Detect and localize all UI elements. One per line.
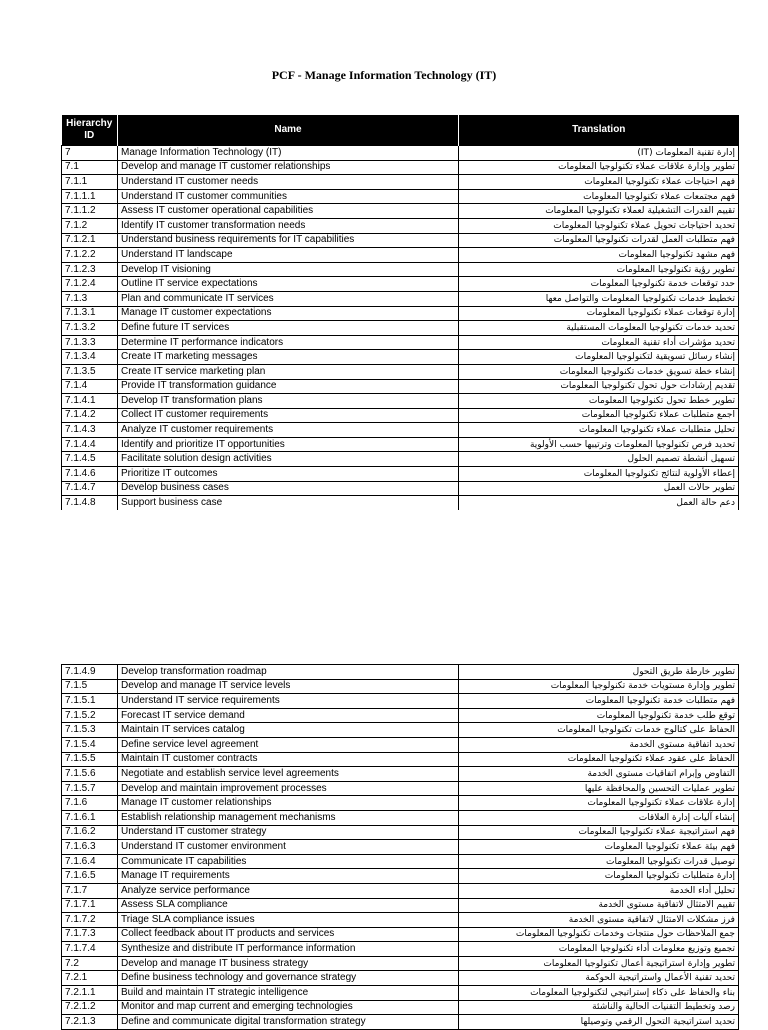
table-row [62, 379, 739, 394]
header-name: Name [118, 115, 459, 146]
table-row [62, 708, 739, 723]
cell-translation: تحديد تقنية الأعمال واستراتيجية الحوكمة [459, 971, 739, 986]
cell-name: Triage SLA compliance issues [118, 913, 459, 928]
cell-hierarchy-id: 7.1.4.1 [62, 394, 118, 409]
cell-hierarchy-id: 7.1.1.2 [62, 204, 118, 219]
table-row [62, 437, 739, 452]
table-row [62, 496, 739, 510]
cell-hierarchy-id: 7.1.5.6 [62, 767, 118, 782]
cell-name: Identify and prioritize IT opportunities [118, 437, 459, 452]
cell-name: Forecast IT service demand [118, 708, 459, 723]
cell-hierarchy-id: 7.2.1.2 [62, 1000, 118, 1015]
table-row [62, 408, 739, 423]
cell-name: Define service level agreement [118, 737, 459, 752]
cell-hierarchy-id: 7.1.6 [62, 796, 118, 811]
cell-hierarchy-id: 7.1.5.5 [62, 752, 118, 767]
cell-hierarchy-id: 7.1.7.4 [62, 942, 118, 957]
cell-hierarchy-id: 7.1.7.2 [62, 913, 118, 928]
table-row [62, 467, 739, 482]
cell-hierarchy-id: 7.2.1 [62, 971, 118, 986]
table-row [62, 796, 739, 811]
cell-translation: تطوير خارطة طريق التحول [459, 665, 739, 680]
cell-hierarchy-id: 7.1.7 [62, 883, 118, 898]
cell-translation: فهم مشهد تكنولوجيا المعلومات [459, 248, 739, 263]
cell-hierarchy-id: 7.1.2 [62, 218, 118, 233]
table-row [62, 971, 739, 986]
cell-hierarchy-id: 7.1.3.5 [62, 364, 118, 379]
cell-hierarchy-id: 7.1.4.7 [62, 481, 118, 496]
cell-translation: إدارة متطلبات تكنولوجيا المعلومات [459, 869, 739, 884]
cell-name: Monitor and map current and emerging technologies [118, 1000, 459, 1015]
cell-translation: تقييم الامتثال لاتفاقية مستوى الخدمة [459, 898, 739, 913]
cell-name: Understand IT customer strategy [118, 825, 459, 840]
cell-name: Understand IT service requirements [118, 694, 459, 709]
cell-translation: تطوير رؤية تكنولوجيا المعلومات [459, 262, 739, 277]
cell-name: Manage IT requirements [118, 869, 459, 884]
cell-translation: تسهيل أنشطة تصميم الحلول [459, 452, 739, 467]
cell-translation: إدارة توقعات عملاء تكنولوجيا المعلومات [459, 306, 739, 321]
table-row [62, 752, 739, 767]
cell-hierarchy-id: 7.2.1.3 [62, 1015, 118, 1030]
cell-translation: تطوير عمليات التحسين والمحافظة عليها [459, 781, 739, 796]
table-row [62, 189, 739, 204]
cell-hierarchy-id: 7.1.6.2 [62, 825, 118, 840]
cell-name: Develop IT transformation plans [118, 394, 459, 409]
cell-name: Understand IT customer communities [118, 189, 459, 204]
table-row [62, 218, 739, 233]
cell-name: Understand IT landscape [118, 248, 459, 263]
cell-translation: الحفاظ على كتالوج خدمات تكنولوجيا المعلومات [459, 723, 739, 738]
cell-translation: تخطيط خدمات تكنولوجيا المعلومات والتواصل معها [459, 291, 739, 306]
cell-translation: تحديد احتياجات تحويل عملاء تكنولوجيا المعلومات [459, 218, 739, 233]
cell-hierarchy-id: 7.1.5.1 [62, 694, 118, 709]
cell-name: Collect feedback about IT products and services [118, 927, 459, 942]
cell-name: Develop transformation roadmap [118, 665, 459, 680]
cell-name: Outline IT service expectations [118, 277, 459, 292]
cell-name: Understand IT customer needs [118, 175, 459, 190]
cell-name: Analyze IT customer requirements [118, 423, 459, 438]
cell-name: Synthesize and distribute IT performance information [118, 942, 459, 957]
cell-hierarchy-id: 7.1.4.6 [62, 467, 118, 482]
cell-name: Provide IT transformation guidance [118, 379, 459, 394]
cell-hierarchy-id: 7.1.3.2 [62, 321, 118, 336]
cell-hierarchy-id: 7.1.4.8 [62, 496, 118, 510]
cell-translation: فهم متطلبات العمل لقدرات تكنولوجيا المعلومات [459, 233, 739, 248]
cell-hierarchy-id: 7.1.6.5 [62, 869, 118, 884]
cell-hierarchy-id: 7.1.4.2 [62, 408, 118, 423]
table-row [62, 840, 739, 855]
table-row [62, 723, 739, 738]
table-row [62, 423, 739, 438]
cell-translation: تطوير وإدارة استراتيجية أعمال تكنولوجيا المعلومات [459, 956, 739, 971]
cell-name: Define future IT services [118, 321, 459, 336]
cell-name: Manage Information Technology (IT) [118, 146, 459, 161]
cell-name: Establish relationship management mechanisms [118, 810, 459, 825]
cell-hierarchy-id: 7.1.7.1 [62, 898, 118, 913]
table-row [62, 1000, 739, 1015]
cell-hierarchy-id: 7.1.1 [62, 175, 118, 190]
cell-hierarchy-id: 7.1.1.1 [62, 189, 118, 204]
cell-translation: فهم احتياجات عملاء تكنولوجيا المعلومات [459, 175, 739, 190]
table-row [62, 350, 739, 365]
cell-name: Define and communicate digital transformation strategy [118, 1015, 459, 1030]
table-row [62, 394, 739, 409]
pcf-table-page-2 [61, 664, 739, 1030]
cell-hierarchy-id: 7.1.2.2 [62, 248, 118, 263]
cell-name: Facilitate solution design activities [118, 452, 459, 467]
cell-translation: تحديد استراتيجية التحول الرقمي وتوصيلها [459, 1015, 739, 1030]
table-row [62, 956, 739, 971]
cell-hierarchy-id: 7.1.6.3 [62, 840, 118, 855]
cell-hierarchy-id: 7.1.4.4 [62, 437, 118, 452]
cell-hierarchy-id: 7.2 [62, 956, 118, 971]
cell-hierarchy-id: 7.1.4.9 [62, 665, 118, 680]
cell-hierarchy-id: 7.2.1.1 [62, 986, 118, 1001]
cell-hierarchy-id: 7.1.2.1 [62, 233, 118, 248]
table-row [62, 898, 739, 913]
cell-translation: إدارة تقنية المعلومات (IT) [459, 146, 739, 161]
cell-hierarchy-id: 7.1.7.3 [62, 927, 118, 942]
cell-name: Manage IT customer expectations [118, 306, 459, 321]
cell-translation: تطوير حالات العمل [459, 481, 739, 496]
cell-translation: التفاوض وإبرام اتفاقيات مستوى الخدمة [459, 767, 739, 782]
cell-translation: إنشاء آليات إدارة العلاقات [459, 810, 739, 825]
table-row [62, 291, 739, 306]
cell-hierarchy-id: 7 [62, 146, 118, 161]
cell-translation: تقييم القدرات التشغيلية لعملاء تكنولوجيا المعلومات [459, 204, 739, 219]
cell-hierarchy-id: 7.1.2.4 [62, 277, 118, 292]
cell-translation: إنشاء خطة تسويق خدمات تكنولوجيا المعلومات [459, 364, 739, 379]
cell-name: Create IT marketing messages [118, 350, 459, 365]
cell-name: Prioritize IT outcomes [118, 467, 459, 482]
cell-translation: فرز مشكلات الامتثال لاتفاقية مستوى الخدمة [459, 913, 739, 928]
cell-name: Support business case [118, 496, 459, 510]
cell-name: Understand business requirements for IT capabilities [118, 233, 459, 248]
cell-hierarchy-id: 7.1 [62, 160, 118, 175]
cell-translation: تقديم إرشادات حول تحول تكنولوجيا المعلومات [459, 379, 739, 394]
cell-name: Develop business cases [118, 481, 459, 496]
cell-translation: إعطاء الأولوية لنتائج تكنولوجيا المعلومات [459, 467, 739, 482]
table-row [62, 262, 739, 277]
cell-hierarchy-id: 7.1.3.3 [62, 335, 118, 350]
table-row [62, 248, 739, 263]
cell-translation: بناء والحفاظ على ذكاء إستراتيجي لتكنولوجيا المعلومات [459, 986, 739, 1001]
table-row [62, 913, 739, 928]
cell-translation: رصد وتخطيط التقنيات الحالية والناشئة [459, 1000, 739, 1015]
cell-name: Maintain IT services catalog [118, 723, 459, 738]
cell-name: Identify IT customer transformation needs [118, 218, 459, 233]
table-row [62, 146, 739, 161]
cell-translation: إدارة علاقات عملاء تكنولوجيا المعلومات [459, 796, 739, 811]
cell-translation: حدد توقعات خدمة تكنولوجيا المعلومات [459, 277, 739, 292]
cell-name: Develop IT visioning [118, 262, 459, 277]
cell-name: Develop and manage IT customer relationships [118, 160, 459, 175]
table-row [62, 986, 739, 1001]
cell-translation: تحليل متطلبات عملاء تكنولوجيا المعلومات [459, 423, 739, 438]
cell-name: Develop and maintain improvement processes [118, 781, 459, 796]
cell-name: Manage IT customer relationships [118, 796, 459, 811]
cell-name: Assess IT customer operational capabilities [118, 204, 459, 219]
cell-hierarchy-id: 7.1.5.2 [62, 708, 118, 723]
cell-hierarchy-id: 7.1.3 [62, 291, 118, 306]
table-row [62, 942, 739, 957]
table-row [62, 481, 739, 496]
cell-translation: تجميع وتوزيع معلومات أداء تكنولوجيا المعلومات [459, 942, 739, 957]
header-translation: Translation [459, 115, 739, 146]
table-row [62, 321, 739, 336]
cell-translation: توقع طلب خدمة تكنولوجيا المعلومات [459, 708, 739, 723]
cell-hierarchy-id: 7.1.3.1 [62, 306, 118, 321]
cell-translation: إنشاء رسائل تسويقية لتكنولوجيا المعلومات [459, 350, 739, 365]
table-row [62, 883, 739, 898]
table-row [62, 679, 739, 694]
table-row [62, 869, 739, 884]
cell-name: Define business technology and governance strategy [118, 971, 459, 986]
table-row [62, 927, 739, 942]
cell-name: Plan and communicate IT services [118, 291, 459, 306]
table-row [62, 160, 739, 175]
cell-translation: تطوير وإدارة علاقات عملاء تكنولوجيا المعلومات [459, 160, 739, 175]
cell-name: Analyze service performance [118, 883, 459, 898]
cell-translation: جمع الملاحظات حول منتجات وخدمات تكنولوجيا المعلومات [459, 927, 739, 942]
cell-hierarchy-id: 7.1.6.1 [62, 810, 118, 825]
table-row [62, 452, 739, 467]
table-header-row [62, 115, 739, 146]
table-row [62, 781, 739, 796]
cell-hierarchy-id: 7.1.6.4 [62, 854, 118, 869]
table-row [62, 204, 739, 219]
cell-name: Negotiate and establish service level agreements [118, 767, 459, 782]
cell-name: Build and maintain IT strategic intelligence [118, 986, 459, 1001]
table-row [62, 665, 739, 680]
cell-translation: تطوير خطط تحول تكنولوجيا المعلومات [459, 394, 739, 409]
cell-hierarchy-id: 7.1.5.7 [62, 781, 118, 796]
cell-name: Develop and manage IT business strategy [118, 956, 459, 971]
table-row [62, 1015, 739, 1030]
page-title: PCF - Manage Information Technology (IT) [271, 68, 497, 82]
cell-name: Develop and manage IT service levels [118, 679, 459, 694]
table-row [62, 694, 739, 709]
cell-translation: تحديد مؤشرات أداء تقنية المعلومات [459, 335, 739, 350]
cell-translation: اجمع متطلبات عملاء تكنولوجيا المعلومات [459, 408, 739, 423]
cell-translation: تحليل أداء الخدمة [459, 883, 739, 898]
cell-translation: تحديد اتفاقية مستوى الخدمة [459, 737, 739, 752]
cell-hierarchy-id: 7.1.4.5 [62, 452, 118, 467]
header-hierarchy-id: Hierarchy ID [62, 115, 118, 146]
cell-hierarchy-id: 7.1.5.3 [62, 723, 118, 738]
cell-hierarchy-id: 7.1.2.3 [62, 262, 118, 277]
cell-name: Collect IT customer requirements [118, 408, 459, 423]
cell-translation: دعم حالة العمل [459, 496, 739, 510]
cell-translation: تحديد فرص تكنولوجيا المعلومات وترتيبها حسب الأولوية [459, 437, 739, 452]
cell-hierarchy-id: 7.1.3.4 [62, 350, 118, 365]
cell-translation: فهم مجتمعات عملاء تكنولوجيا المعلومات [459, 189, 739, 204]
cell-hierarchy-id: 7.1.5.4 [62, 737, 118, 752]
cell-translation: فهم بيئة عملاء تكنولوجيا المعلومات [459, 840, 739, 855]
table-row [62, 364, 739, 379]
cell-hierarchy-id: 7.1.4.3 [62, 423, 118, 438]
cell-name: Understand IT customer environment [118, 840, 459, 855]
cell-translation: تحديد خدمات تكنولوجيا المعلومات المستقبلية [459, 321, 739, 336]
cell-translation: توصيل قدرات تكنولوجيا المعلومات [459, 854, 739, 869]
table-row [62, 306, 739, 321]
cell-name: Create IT service marketing plan [118, 364, 459, 379]
cell-translation: تطوير وإدارة مستويات خدمة تكنولوجيا المعلومات [459, 679, 739, 694]
table-row [62, 825, 739, 840]
cell-translation: فهم استراتيجية عملاء تكنولوجيا المعلومات [459, 825, 739, 840]
table-row [62, 737, 739, 752]
pcf-table-page-1 [61, 115, 739, 510]
cell-name: Communicate IT capabilities [118, 854, 459, 869]
table-row [62, 335, 739, 350]
table-row [62, 767, 739, 782]
table-row [62, 277, 739, 292]
cell-translation: فهم متطلبات خدمة تكنولوجيا المعلومات [459, 694, 739, 709]
table-row [62, 233, 739, 248]
cell-name: Assess SLA compliance [118, 898, 459, 913]
table-row [62, 810, 739, 825]
table-row [62, 175, 739, 190]
table-row [62, 854, 739, 869]
cell-name: Maintain IT customer contracts [118, 752, 459, 767]
cell-hierarchy-id: 7.1.5 [62, 679, 118, 694]
cell-name: Determine IT performance indicators [118, 335, 459, 350]
cell-translation: الحفاظ على عقود عملاء تكنولوجيا المعلومات [459, 752, 739, 767]
cell-hierarchy-id: 7.1.4 [62, 379, 118, 394]
